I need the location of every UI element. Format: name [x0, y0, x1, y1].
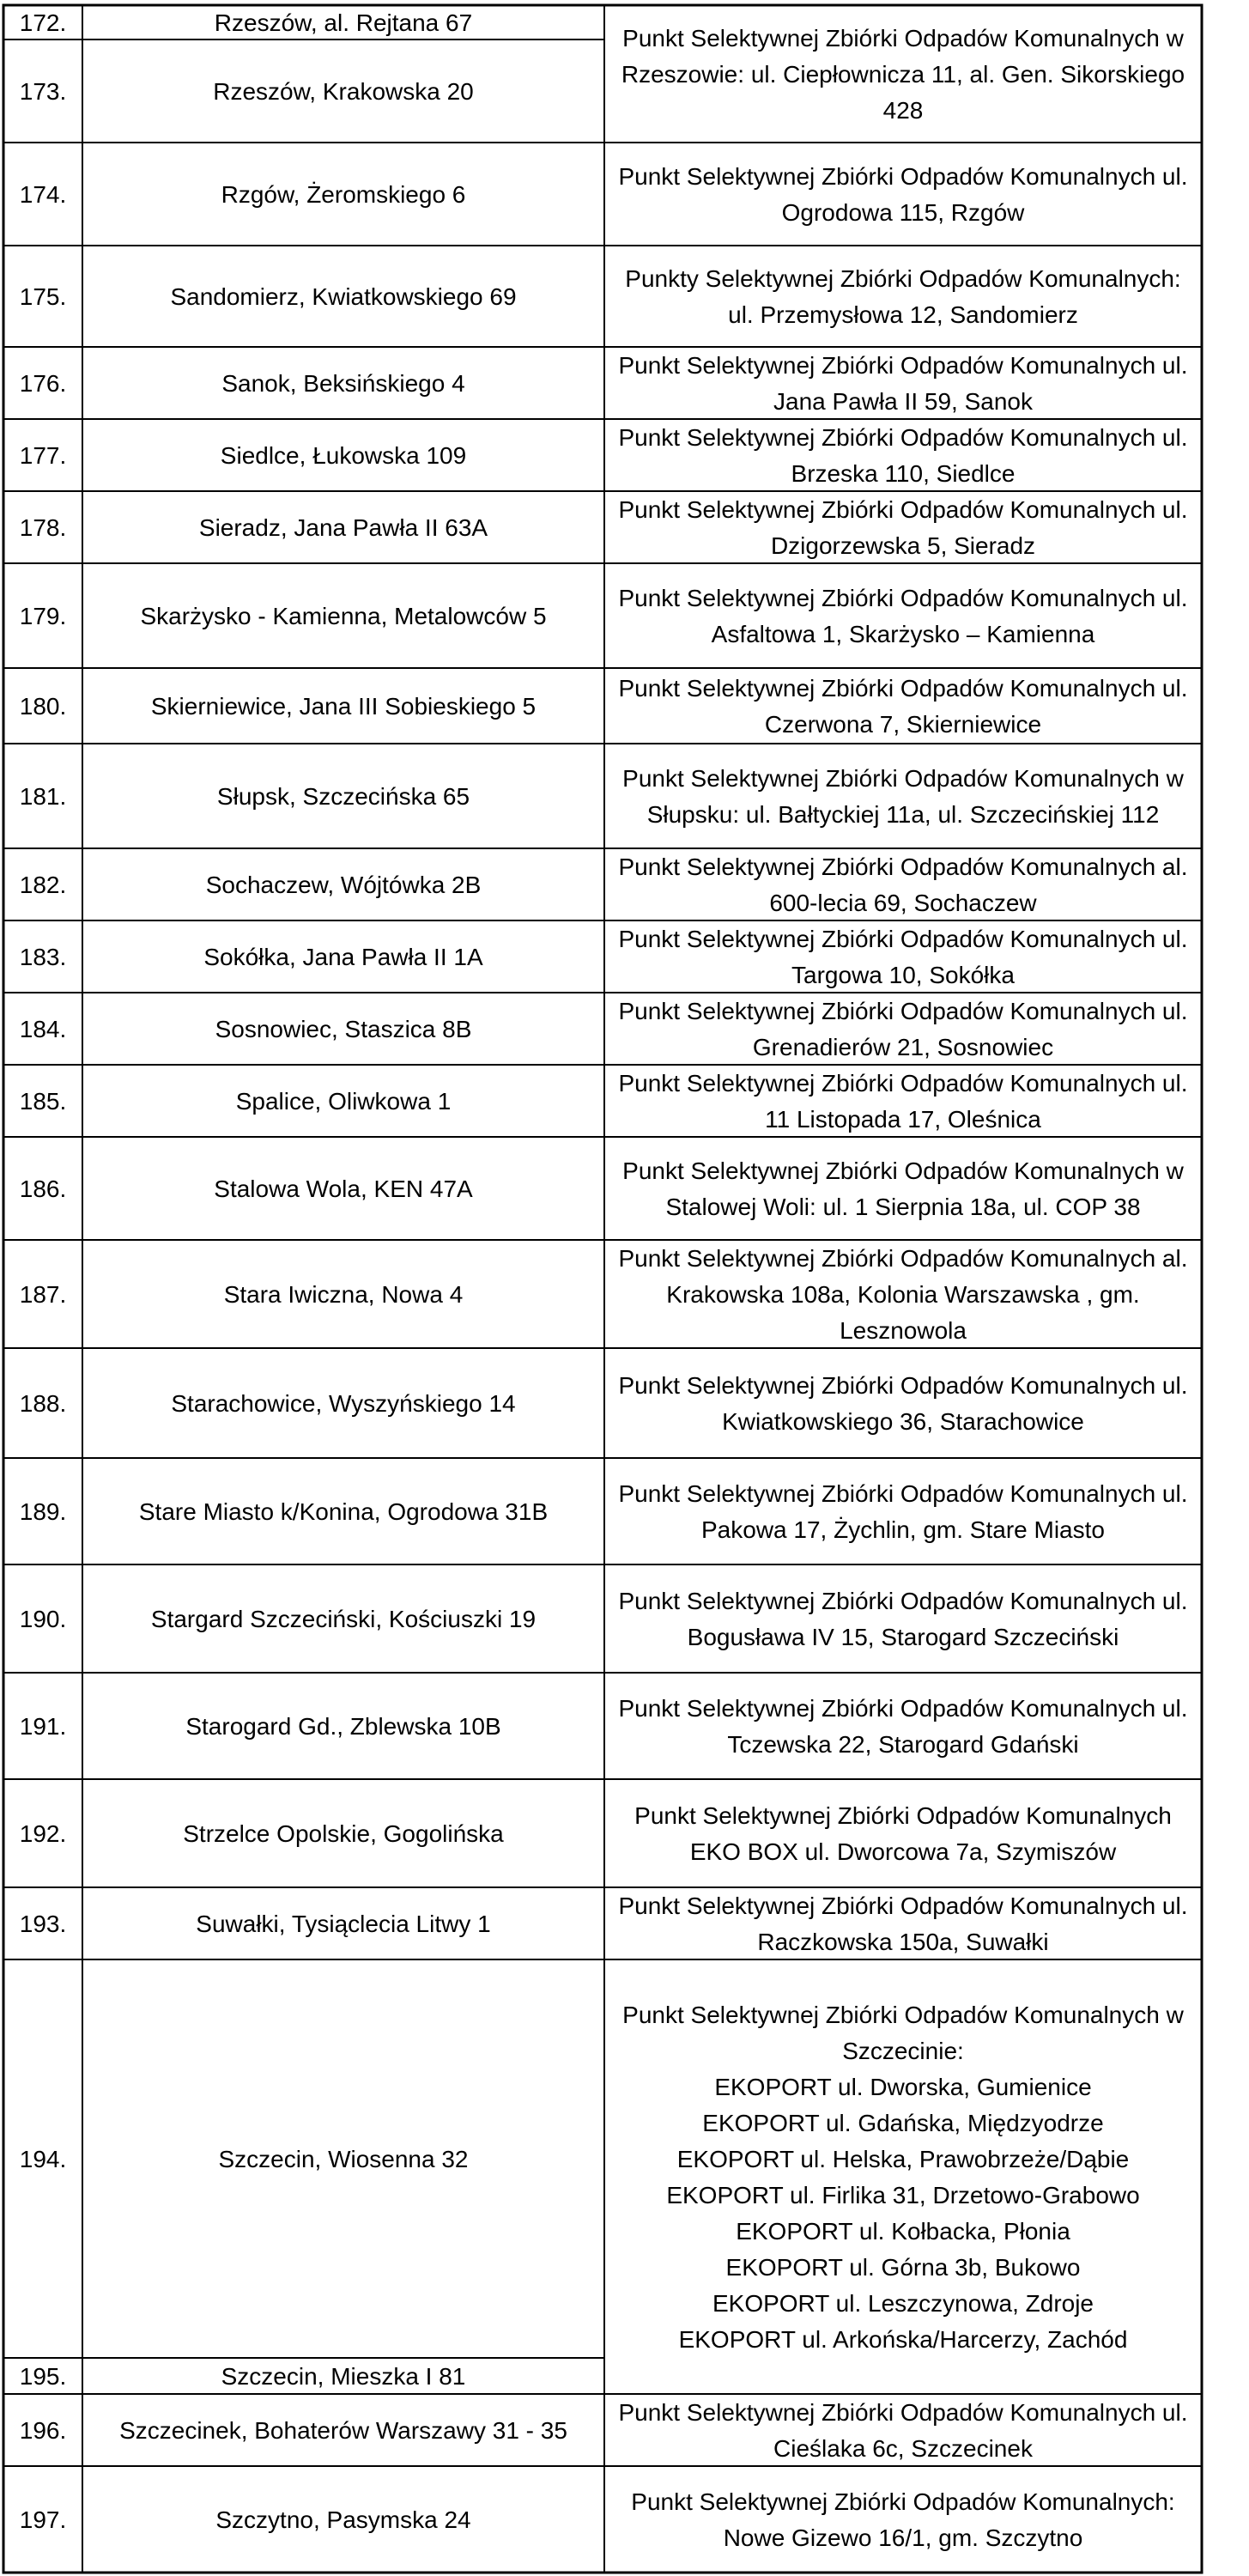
cell-facility-box	[604, 1348, 1202, 1458]
cell-number: 180.	[19, 693, 67, 720]
cell-facility-box	[604, 246, 1202, 347]
cell-number: 195.	[19, 2363, 67, 2390]
cell-facility-line: Pakowa 17, Żychlin, gm. Stare Miasto	[701, 1516, 1105, 1543]
cell-facility-line: Punkt Selektywnej Zbiórki Odpadów Komunalnych:	[631, 2488, 1175, 2515]
table-row	[3, 1887, 1202, 1959]
cell-facility-line: Punkt Selektywnej Zbiórki Odpadów Komunalnych ul.	[618, 998, 1188, 1024]
cell-facility-line: EKOPORT ul. Górna 3b, Bukowo	[725, 2254, 1081, 2281]
cell-location: Stargard Szczeciński, Kościuszki 19	[150, 1606, 537, 1632]
cell-location: Stare Miasto k/Konina, Ogrodowa 31B	[138, 1498, 549, 1525]
cell-facility-line: Krakowska 108a, Kolonia Warszawska , gm.	[666, 1281, 1140, 1308]
cell-facility-box	[604, 1779, 1202, 1887]
cell-facility-line: Punkt Selektywnej Zbiórki Odpadów Komunalnych ul.	[618, 1070, 1188, 1097]
cell-facility-box	[604, 563, 1202, 668]
table-row	[3, 993, 1202, 1065]
cell-facility-line: Punkt Selektywnej Zbiórki Odpadów Komunalnych w	[622, 1157, 1184, 1184]
cell-location: Szczecin, Wiosenna 32	[218, 2146, 469, 2172]
cell-facility-line: Lesznowola	[840, 1317, 967, 1344]
cell-facility-line: Brzeska 110, Siedlce	[791, 460, 1016, 487]
cell-facility-line: EKOPORT ul. Helska, Prawobrzeże/Dąbie	[676, 2146, 1130, 2172]
cell-location: Suwałki, Tysiąclecia Litwy 1	[196, 1911, 491, 1937]
cell-facility-line: EKOPORT ul. Arkońska/Harcerzy, Zachód	[678, 2326, 1128, 2353]
cell-facility-line: 11 Listopada 17, Oleśnica	[765, 1106, 1041, 1133]
cell-facility-line: Punkt Selektywnej Zbiórki Odpadów Komunalnych ul.	[618, 163, 1188, 190]
cell-facility-line: Punkt Selektywnej Zbiórki Odpadów Komunalnych ul.	[618, 926, 1188, 952]
cell-number: 186.	[19, 1176, 67, 1202]
cell-number: 179.	[19, 603, 67, 629]
table-row	[3, 563, 1202, 668]
cell-facility-line: Punkt Selektywnej Zbiórki Odpadów Komunalnych ul.	[618, 1480, 1188, 1507]
cell-location: Strzelce Opolskie, Gogolińska	[183, 1820, 504, 1847]
cell-facility-line: EKO BOX ul. Dworcowa 7a, Szymiszów	[689, 1838, 1117, 1865]
cell-facility-line: EKOPORT ul. Gdańska, Międzyodrze	[702, 2110, 1104, 2136]
cell-facility-line: Rzeszowie: ul. Ciepłownicza 11, al. Gen. Sikorskiego	[621, 61, 1185, 88]
cell-facility-line: EKOPORT ul. Kołbacka, Płonia	[736, 2218, 1070, 2245]
cell-facility-line: Stalowej Woli: ul. 1 Sierpnia 18a, ul. COP 38	[665, 1194, 1141, 1220]
cell-number: 183.	[19, 944, 67, 970]
cell-location: Sochaczew, Wójtówka 2B	[205, 872, 482, 898]
cell-location: Rzgów, Żeromskiego 6	[221, 181, 466, 208]
cell-facility-line: Bogusława IV 15, Starogard Szczeciński	[687, 1624, 1119, 1650]
cell-location: Skarżysko - Kamienna, Metalowców 5	[140, 603, 547, 629]
cell-facility-line: Grenadierów 21, Sosnowiec	[752, 1034, 1054, 1060]
table-row	[3, 246, 1202, 347]
cell-facility-line: EKOPORT ul. Firlika 31, Drzetowo-Grabowo	[666, 2182, 1140, 2208]
cell-location: Skierniewice, Jana III Sobieskiego 5	[150, 693, 537, 720]
table-row	[3, 1348, 1202, 1458]
cell-facility-line: Punkt Selektywnej Zbiórki Odpadów Komunalnych ul.	[618, 2399, 1188, 2426]
cell-number: 188.	[19, 1390, 67, 1417]
cell-number: 172.	[19, 9, 67, 36]
table-row	[3, 2466, 1202, 2573]
cell-facility-line: Punkt Selektywnej Zbiórki Odpadów Komunalnych w	[622, 25, 1184, 52]
cell-facility-line: 428	[882, 97, 924, 124]
cell-facility-line: Ogrodowa 115, Rzgów	[781, 199, 1025, 226]
cell-number: 187.	[19, 1281, 67, 1308]
cell-facility-line: EKOPORT ul. Dworska, Gumienice	[714, 2074, 1092, 2100]
table-row	[3, 2394, 1202, 2466]
table-row	[3, 1065, 1202, 1137]
cell-facility-line: Raczkowska 150a, Suwałki	[757, 1929, 1049, 1955]
cell-facility-line: Nowe Gizewo 16/1, gm. Szczytno	[723, 2524, 1083, 2551]
cell-number: 193.	[19, 1911, 67, 1937]
table-row	[3, 143, 1202, 246]
cell-facility-line: 600-lecia 69, Sochaczew	[769, 890, 1037, 916]
table-row	[3, 1137, 1202, 1240]
cell-facility-line: Punkt Selektywnej Zbiórki Odpadów Komunalnych ul.	[618, 1893, 1188, 1919]
cell-facility-line: Punkt Selektywnej Zbiórki Odpadów Komunalnych ul.	[618, 675, 1188, 702]
cell-location: Spalice, Oliwkowa 1	[235, 1088, 452, 1115]
table-row	[3, 1779, 1202, 1887]
cell-facility-box	[604, 1458, 1202, 1564]
table-row	[3, 920, 1202, 993]
cell-location: Stara Iwiczna, Nowa 4	[223, 1281, 464, 1308]
cell-facility-box	[604, 143, 1202, 246]
cell-number: 191.	[19, 1713, 67, 1740]
cell-facility-line: Tczewska 22, Starogard Gdański	[727, 1731, 1079, 1758]
cell-location: Rzeszów, al. Rejtana 67	[214, 9, 473, 36]
cell-number: 196.	[19, 2417, 67, 2444]
cell-facility-line: Dzigorzewska 5, Sieradz	[770, 532, 1036, 559]
cell-facility-line: Targowa 10, Sokółka	[791, 962, 1015, 988]
cell-number: 177.	[19, 442, 67, 469]
cell-facility-line: Punkt Selektywnej Zbiórki Odpadów Komunalnych ul.	[618, 585, 1188, 611]
cell-location: Sieradz, Jana Pawła II 63A	[198, 514, 488, 541]
cell-number: 174.	[19, 181, 67, 208]
table-row	[3, 1564, 1202, 1673]
cell-facility-line: Punkt Selektywnej Zbiórki Odpadów Komunalnych ul.	[618, 352, 1188, 379]
cell-number: 189.	[19, 1498, 67, 1525]
cell-facility-line: EKOPORT ul. Leszczynowa, Zdroje	[712, 2290, 1094, 2317]
cell-facility-line: Punkt Selektywnej Zbiórki Odpadów Komunalnych ul.	[618, 1588, 1188, 1614]
cell-facility-line: Punkt Selektywnej Zbiórki Odpadów Komunalnych al.	[618, 854, 1188, 880]
cell-facility-box	[604, 1564, 1202, 1673]
table-row	[3, 1673, 1202, 1779]
cell-location: Sandomierz, Kwiatkowskiego 69	[170, 283, 517, 310]
cell-facility-line: Punkty Selektywnej Zbiórki Odpadów Komunalnych:	[625, 265, 1181, 292]
cell-facility-line: Szczecinie:	[842, 2038, 964, 2064]
cell-number: 190.	[19, 1606, 67, 1632]
cell-facility-line: Kwiatkowskiego 36, Starachowice	[722, 1408, 1084, 1435]
cell-location: Słupsk, Szczecińska 65	[216, 783, 470, 810]
cell-location: Sanok, Beksińskiego 4	[221, 370, 465, 397]
cell-number: 182.	[19, 872, 67, 898]
cell-number: 181.	[19, 783, 67, 810]
cell-facility-line: Punkt Selektywnej Zbiórki Odpadów Komunalnych w	[622, 2002, 1184, 2028]
cell-facility-line: Punkt Selektywnej Zbiórki Odpadów Komunalnych ul.	[618, 1695, 1188, 1722]
cell-facility-line: Punkt Selektywnej Zbiórki Odpadów Komunalnych ul.	[618, 496, 1188, 523]
cell-number: 194.	[19, 2146, 67, 2172]
cell-number: 192.	[19, 1820, 67, 1847]
cell-facility-box	[604, 1137, 1202, 1240]
cell-location: Rzeszów, Krakowska 20	[213, 78, 474, 105]
cell-facility-line: Jana Pawła II 59, Sanok	[773, 388, 1033, 415]
table-row	[3, 668, 1202, 744]
cell-location: Starogard Gd., Zblewska 10B	[185, 1713, 501, 1740]
cell-location: Szczecin, Mieszka I 81	[221, 2363, 466, 2390]
cell-location: Starachowice, Wyszyńskiego 14	[171, 1390, 516, 1417]
table-row	[3, 744, 1202, 848]
cell-facility-box	[604, 744, 1202, 848]
cell-facility-box	[604, 2466, 1202, 2573]
table-row	[3, 39, 604, 143]
table-row	[3, 848, 1202, 920]
cell-number: 175.	[19, 283, 67, 310]
table-row	[3, 1959, 1202, 2394]
cell-number: 173.	[19, 78, 67, 105]
cell-number: 176.	[19, 370, 67, 397]
cell-facility-line: Punkt Selektywnej Zbiórki Odpadów Komunalnych	[634, 1802, 1172, 1829]
cell-number: 178.	[19, 514, 67, 541]
cell-facility-line: Punkt Selektywnej Zbiórki Odpadów Komunalnych al.	[618, 1245, 1188, 1272]
table-row	[3, 419, 1202, 491]
cell-facility-line: Czerwona 7, Skierniewice	[764, 711, 1042, 738]
cell-facility-line: ul. Przemysłowa 12, Sandomierz	[728, 301, 1078, 328]
table-row	[3, 1458, 1202, 1564]
cell-facility-line: Słupsku: ul. Bałtyckiej 11a, ul. Szczecińskiej 112	[646, 801, 1160, 828]
cell-location: Szczytno, Pasymska 24	[215, 2506, 471, 2533]
cell-location: Siedlce, Łukowska 109	[220, 442, 467, 469]
cell-location: Sokółka, Jana Pawła II 1A	[203, 944, 483, 970]
cell-location: Stalowa Wola, KEN 47A	[214, 1176, 473, 1202]
table-row	[3, 491, 1202, 563]
cell-facility-line: Asfaltowa 1, Skarżysko – Kamienna	[711, 621, 1095, 647]
table-row	[3, 2358, 604, 2394]
cell-number: 197.	[19, 2506, 67, 2533]
cell-facility-line: Punkt Selektywnej Zbiórki Odpadów Komunalnych ul.	[618, 424, 1188, 451]
cell-facility-box	[604, 1673, 1202, 1779]
table-row	[3, 1240, 1202, 1348]
table-row	[3, 347, 1202, 419]
cell-location: Szczecinek, Bohaterów Warszawy 31 - 35	[119, 2417, 567, 2444]
cell-facility-line: Punkt Selektywnej Zbiórki Odpadów Komunalnych w	[622, 765, 1184, 792]
cell-number: 185.	[19, 1088, 67, 1115]
cell-facility-line: Cieślaka 6c, Szczecinek	[773, 2435, 1033, 2462]
cell-facility-line: Punkt Selektywnej Zbiórki Odpadów Komunalnych ul.	[618, 1372, 1188, 1399]
cell-number: 184.	[19, 1016, 67, 1042]
cell-location: Sosnowiec, Staszica 8B	[215, 1016, 472, 1042]
